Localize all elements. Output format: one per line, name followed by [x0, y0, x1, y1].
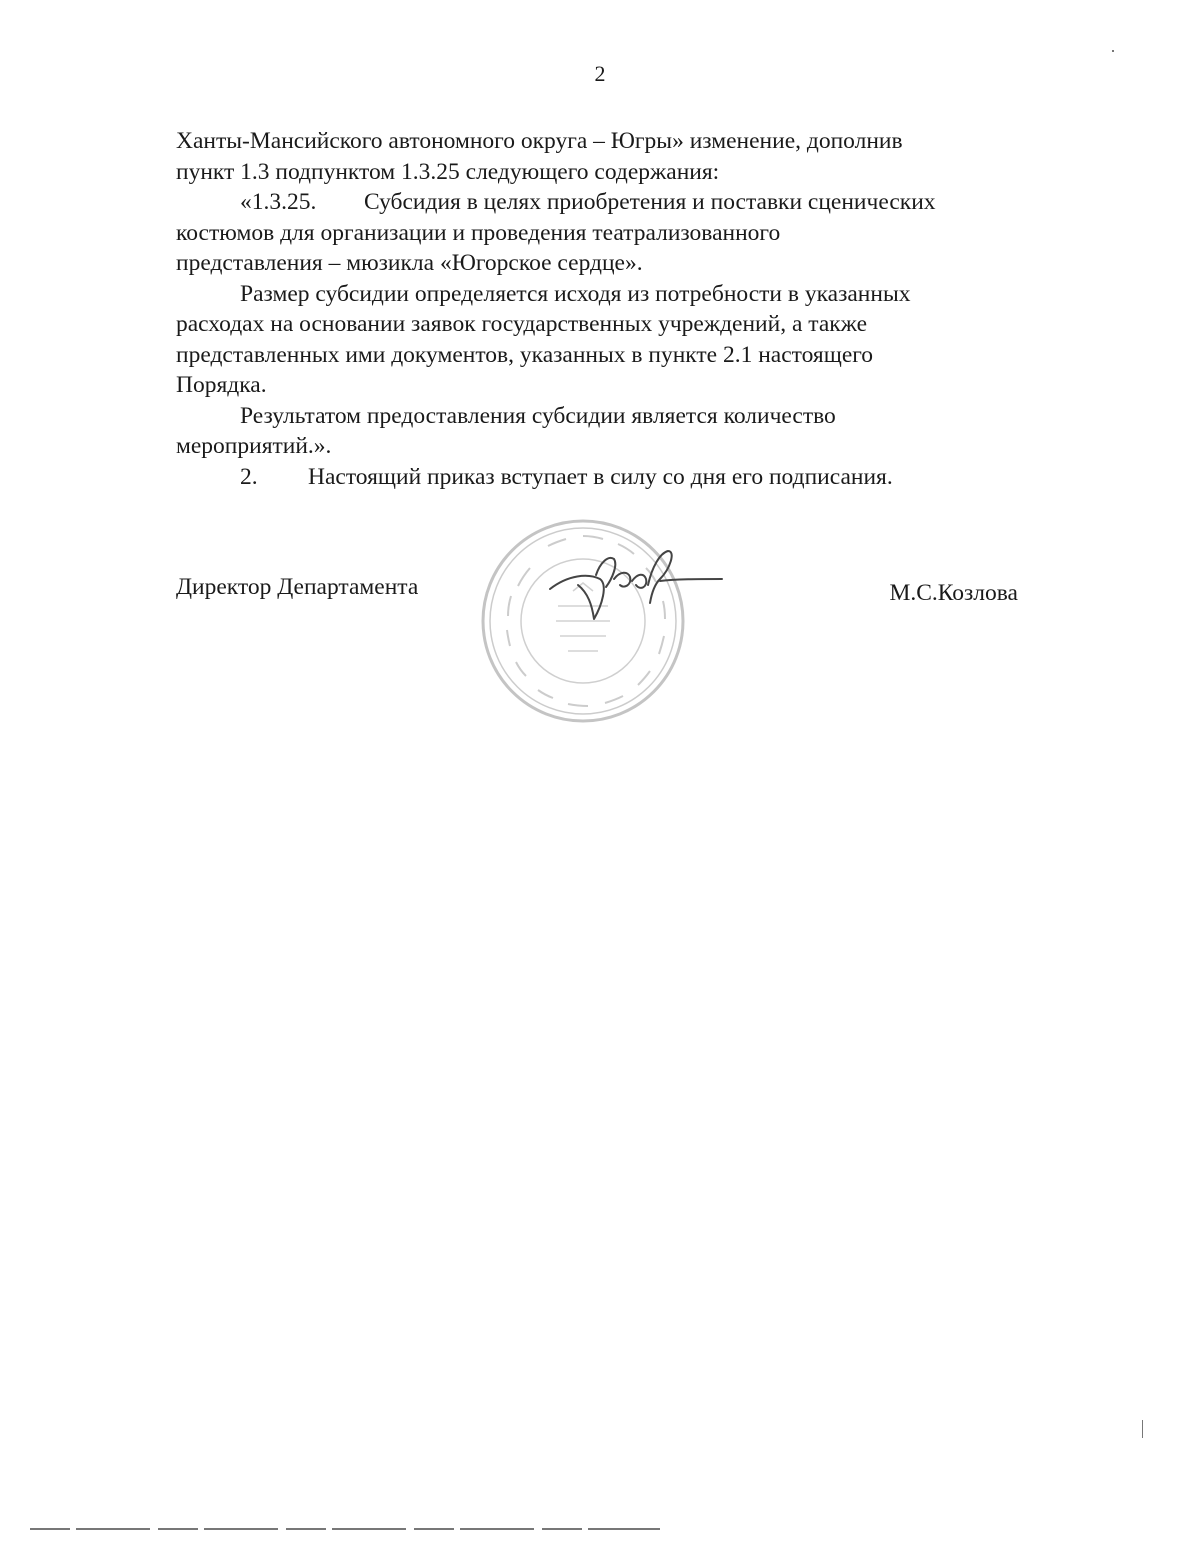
item-text: Настоящий приказ вступает в силу со дня его подписания. — [308, 463, 893, 490]
paragraph-4-line-1: Результатом предоставления субсидии является количество — [240, 402, 836, 429]
page-number: 2 — [594, 61, 606, 86]
scan-artifact-line — [30, 1528, 660, 1530]
scan-artifact-dot — [1142, 1420, 1143, 1438]
paragraph-3-line-2: расходах на основании заявок государственных учреждений, а также — [176, 311, 868, 337]
paragraph-2-line-1 — [176, 187, 1018, 218]
item-number: 2. — [240, 463, 258, 490]
paragraph-4-line-2: мероприятий.». — [176, 433, 332, 459]
document-body — [176, 126, 1018, 492]
paragraph-3-line-3: представленных ими документов, указанных в пункте 2.1 настоящего — [176, 341, 874, 368]
signature-block — [176, 572, 1018, 612]
paragraph-2-line-2: костюмов для организации и проведения театрализованного — [176, 219, 781, 246]
scan-artifact-dot — [1112, 50, 1114, 52]
subitem-text: Субсидия в целях приобретения и поставки сценических — [364, 189, 936, 215]
paragraph-1-line-2: пункт 1.3 подпунктом 1.3.25 следующего содержания: — [176, 158, 720, 185]
subitem-number: «1.3.25. — [240, 189, 317, 215]
paragraph-3-line-4: Порядка. — [176, 372, 267, 398]
paragraph-3-line-1: Размер субсидии определяется исходя из потребности в указанных — [240, 280, 911, 307]
paragraph-2-line-3: представления – мюзикла «Югорское сердце». — [176, 250, 643, 276]
signer-position: Директор Департамента — [176, 574, 419, 600]
paragraph-5 — [176, 462, 1018, 493]
paragraph-1-line-1: Ханты-Мансийского автономного округа – Югры» изменение, дополнив — [176, 128, 903, 154]
signer-name: М.С.Козлова — [889, 580, 1018, 606]
